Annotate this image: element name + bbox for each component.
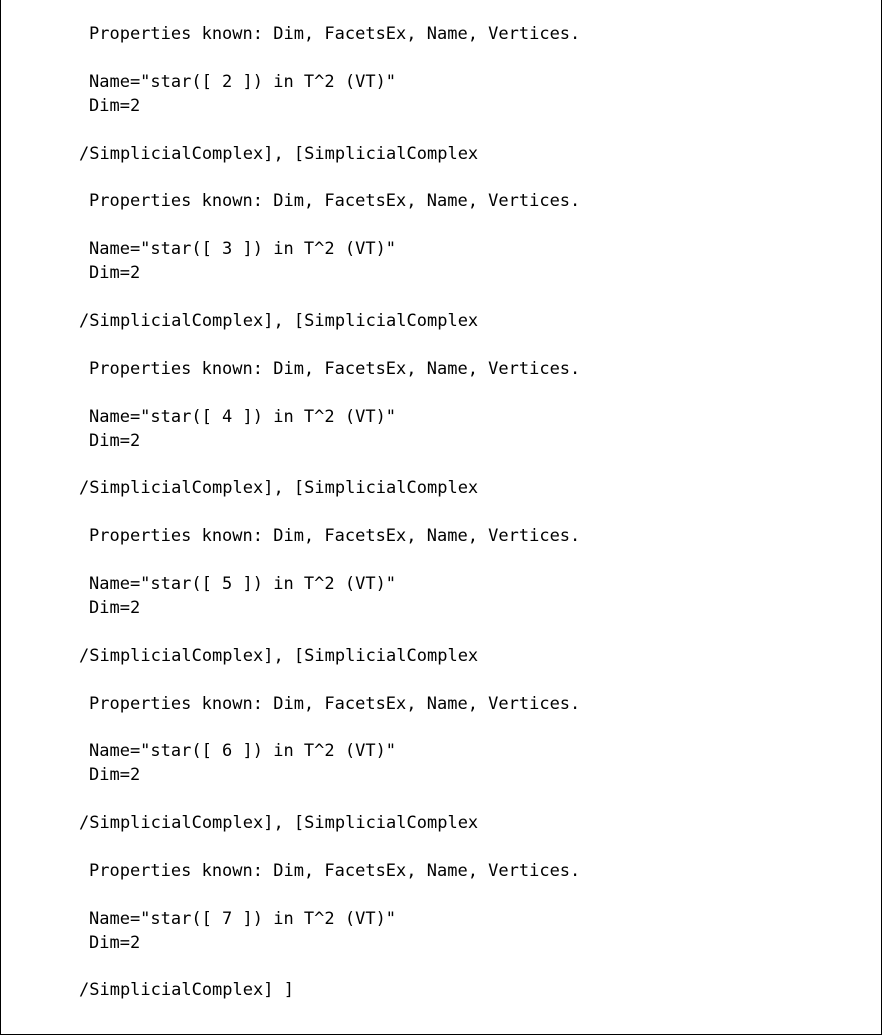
properties-line: Properties known: Dim, FacetsEx, Name, Vertices. bbox=[89, 24, 581, 44]
dim-line: Dim=2 bbox=[89, 431, 141, 451]
dim-line: Dim=2 bbox=[89, 765, 141, 785]
name-line: Name="star([ 7 ]) in T^2 (VT)" bbox=[89, 909, 397, 929]
closing-tag-line: /SimplicialComplex], [SimplicialComplex bbox=[79, 646, 479, 666]
name-line: Name="star([ 2 ]) in T^2 (VT)" bbox=[89, 72, 397, 92]
closing-tag-line: /SimplicialComplex], [SimplicialComplex bbox=[79, 478, 479, 498]
properties-line: Properties known: Dim, FacetsEx, Name, Vertices. bbox=[89, 526, 581, 546]
dim-line: Dim=2 bbox=[89, 598, 141, 618]
dim-line: Dim=2 bbox=[89, 96, 141, 116]
properties-line: Properties known: Dim, FacetsEx, Name, Vertices. bbox=[89, 359, 581, 379]
closing-tag-line: /SimplicialComplex], [SimplicialComplex bbox=[79, 144, 479, 164]
name-line: Name="star([ 6 ]) in T^2 (VT)" bbox=[89, 741, 397, 761]
properties-line: Properties known: Dim, FacetsEx, Name, Vertices. bbox=[89, 191, 581, 211]
name-line: Name="star([ 5 ]) in T^2 (VT)" bbox=[89, 574, 397, 594]
properties-line: Properties known: Dim, FacetsEx, Name, Vertices. bbox=[89, 861, 581, 881]
closing-tag-line: /SimplicialComplex], [SimplicialComplex bbox=[79, 311, 479, 331]
dim-line: Dim=2 bbox=[89, 933, 141, 953]
closing-tag-line: /SimplicialComplex] ] bbox=[79, 980, 294, 1000]
name-line: Name="star([ 3 ]) in T^2 (VT)" bbox=[89, 239, 397, 259]
name-line: Name="star([ 4 ]) in T^2 (VT)" bbox=[89, 407, 397, 427]
dim-line: Dim=2 bbox=[89, 263, 141, 283]
properties-line: Properties known: Dim, FacetsEx, Name, Vertices. bbox=[89, 694, 581, 714]
closing-tag-line: /SimplicialComplex], [SimplicialComplex bbox=[79, 813, 479, 833]
